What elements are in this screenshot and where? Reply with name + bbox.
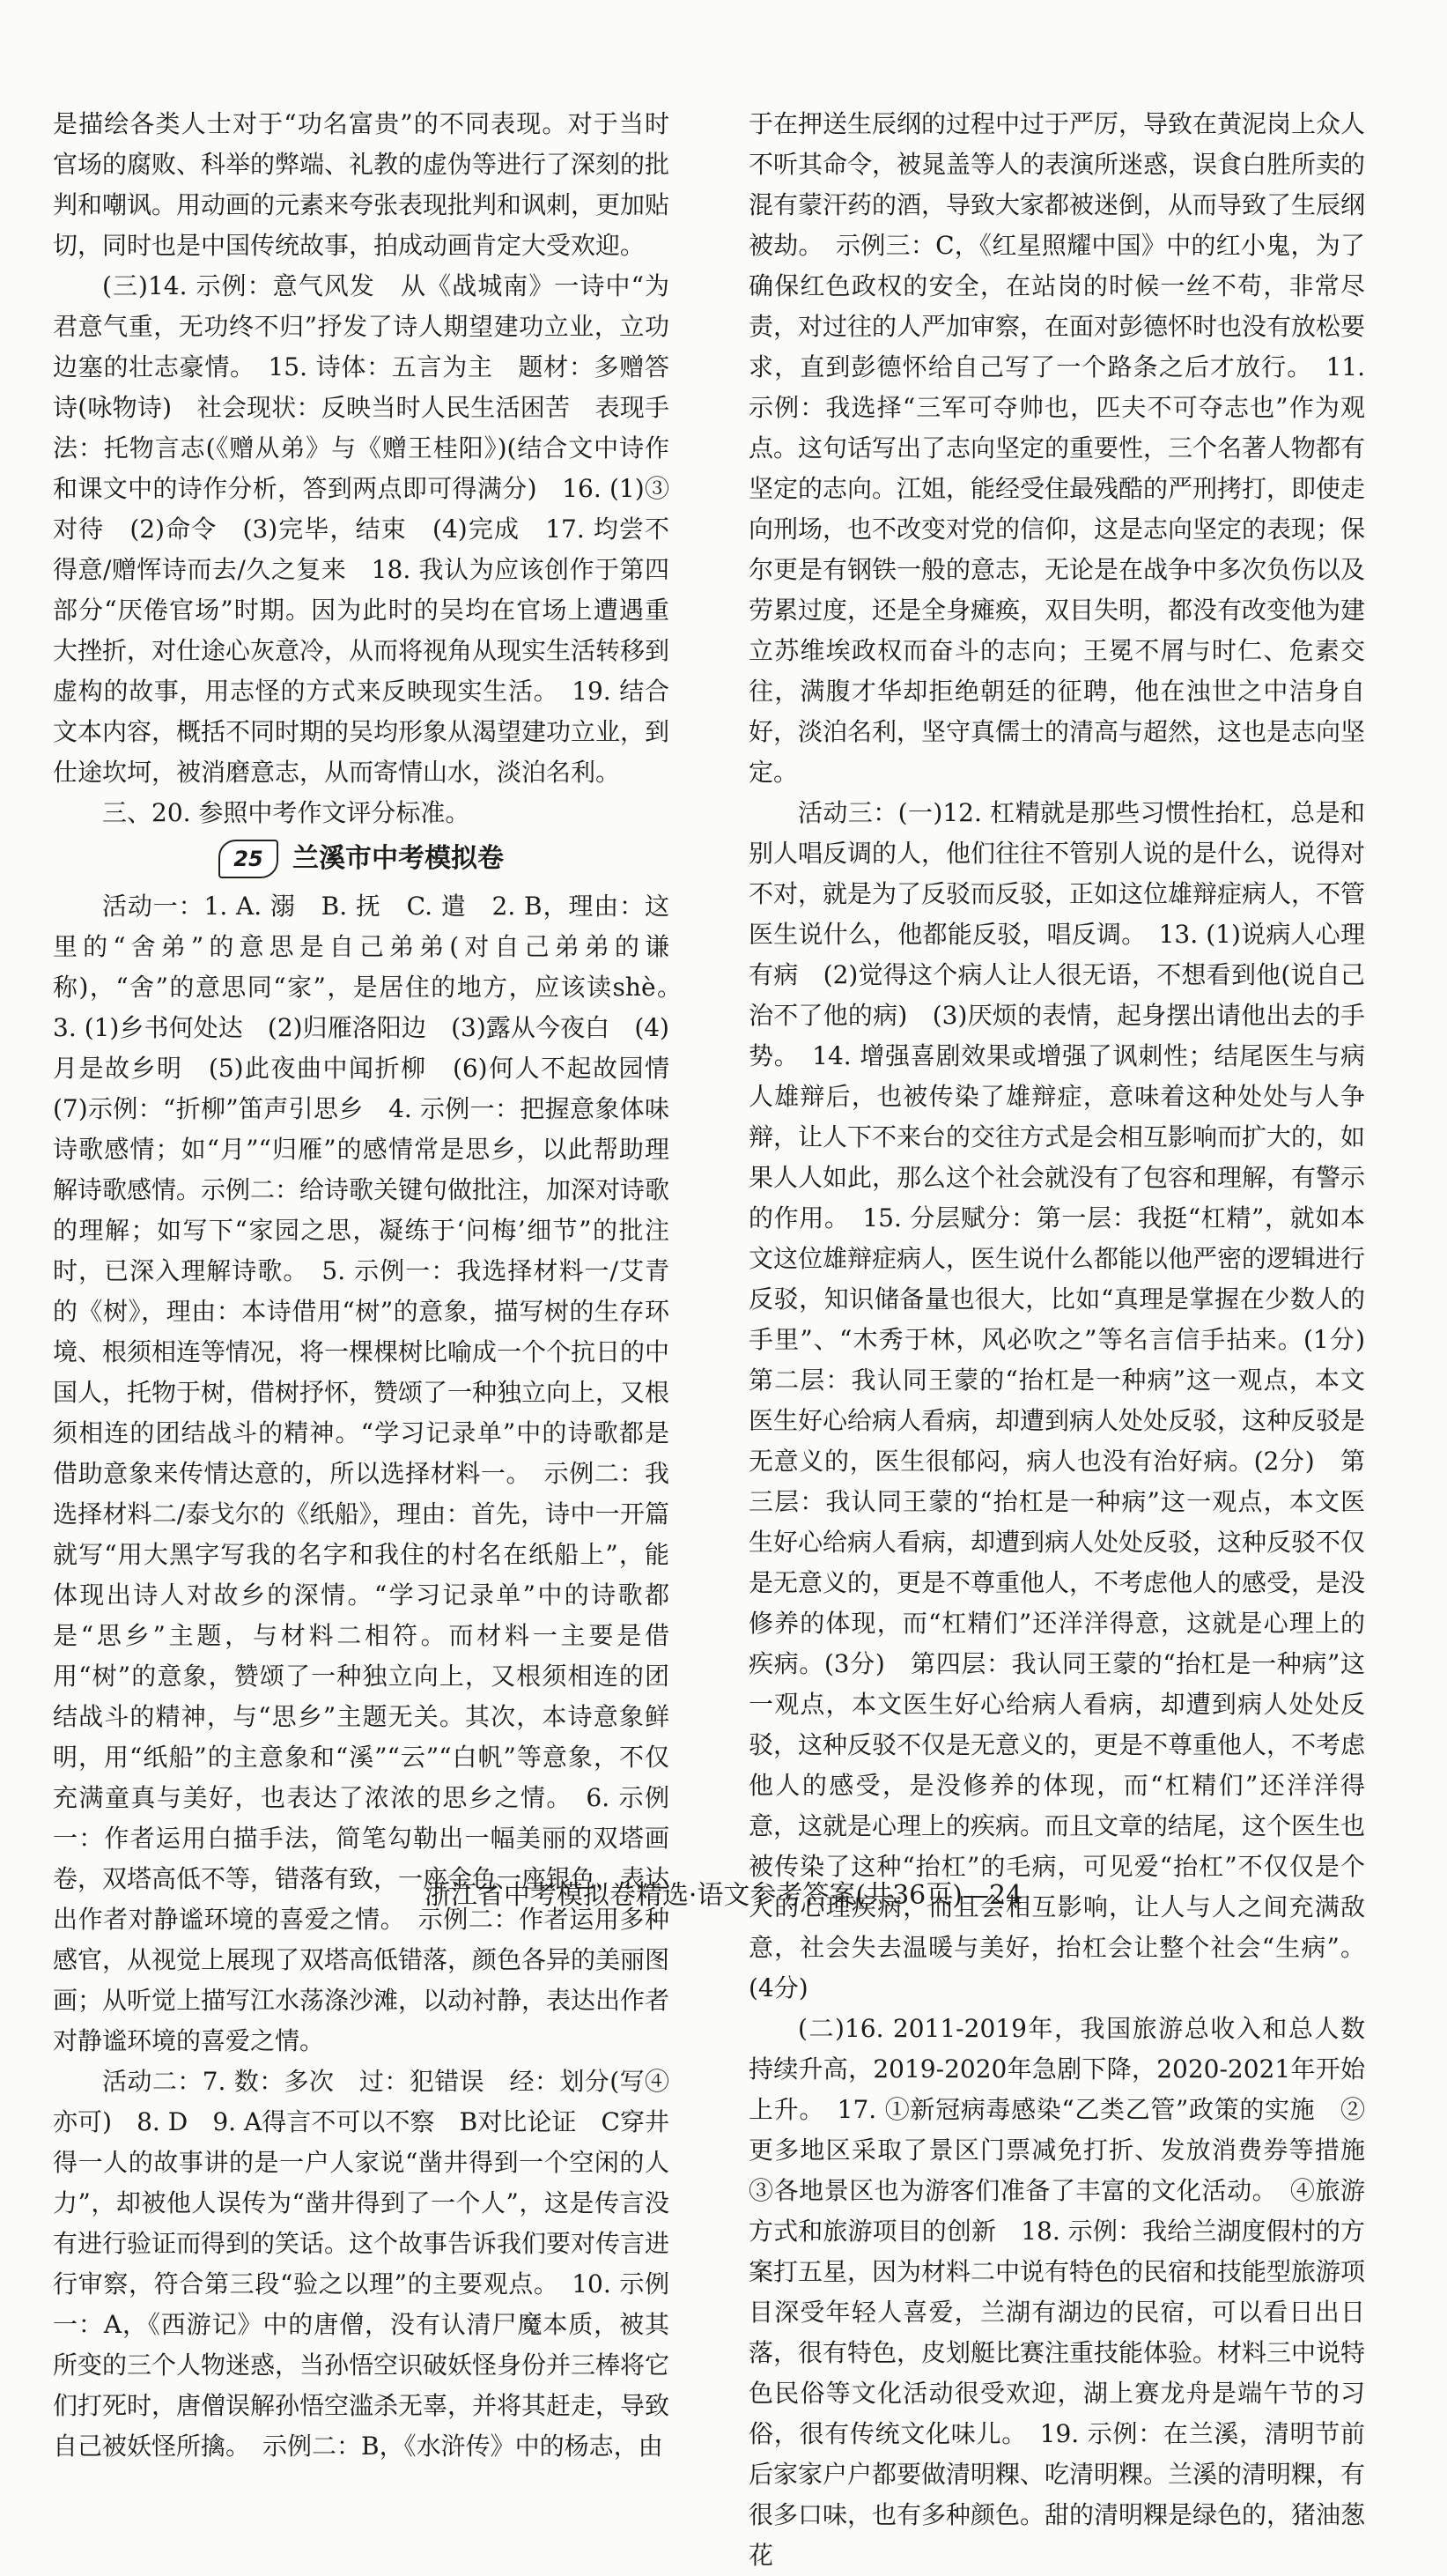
paragraph: 活动二：7. 数：多次 过：犯错误 经：划分(写④亦可) 8. D 9. A得言不可以不察 B对比论证 C穿井得一人的故事讲的是一户人家说“凿井得到一个空闲的人力”，却被他人误传为“凿井得到了一个人”，这是传言没有进行验证而得到的笑话。这个故事告诉我们要对传言进行审察，符合第三段“验之以理”的主要观点。 10. 示例一：A，《西游记》中的唐僧，没有认清尸魔本质，被其所变的三个人物迷惑，当孙悟空识破妖怪身份并三棒将它们打死时，唐僧误解孙悟空滥杀无辜，并将其赶走，导致自己被妖怪所擒。 示例二：B，《水浒传》中的杨志，由: [53, 2067, 670, 2461]
book-badge-icon: 25: [218, 840, 278, 878]
paragraph: 活动三：(一)12. 杠精就是那些习惯性抬杠，总是和别人唱反调的人，他们往往不管别人说的是什么，说得对不对，就是为了反驳而反驳，正如这位雄辩症病人，不管医生说什么，他都能反驳，唱反调。 13. (1)说病人心理有病 (2)觉得这个病人让人很无语，不想看到他(说自己治不了他的病) (3)厌烦的表情，起身摆出请他出去的手势。 14. 增强喜剧效果或增强了讽刺性；结尾医生与病人雄辩后，也被传染了雄辩症，意味着这种处处与人争辩，让人下不来台的交往方式是会相互影响而扩大的，如果人人如此，那么这个社会就没有了包容和理解，有警示的作用。 15. 分层赋分：第一层：我挺“杠精”，就如本文这位雄辩症病人，医生说什么都能以他严密的逻辑进行反驳，知识储备量也很大，比如“真理是掌握在少数人的手里”、“木秀于林，风必吹之”等名言信手拈来。(1分) 第二层：我认同王蒙的“抬杠是一种病”这一观点，本文医生好心给病人看病，却遭到病人处处反驳，这种反驳是无意义的，医生很郁闷，病人也没有治好病。(2分) 第三层：我认同王蒙的“抬杠是一种病”这一观点，本文医生好心给病人看病，却遭到病人处处反驳，这种反驳不仅是无意义的，更是不尊重他人，不考虑他人的感受，是没修养的体现，而“杠精们”还洋洋得意，这就是心理上的疾病。(3分) 第四层：我认同王蒙的“抬杠是一种病”这一观点，本文医生好心给病人看病，却遭到病人处处反驳，这种反驳不仅是无意义的，更是不尊重他人，不考虑他人的感受，是没修养的体现，而“杠精们”还洋洋得意，这就是心理上的疾病。而且文章的结尾，这个医生也被传染了这种“抬杠”的毛病，可见爱“抬杠”不仅仅是个人的心理疾病，而且会相互影响，让人与人之间充满敌意，社会失去温暖与美好，抬杠会让整个社会“生病”。(4分): [749, 798, 1391, 2002]
paragraph: 活动一：1. A. 溺 B. 抚 C. 遣 2. B，理由：这里的“舍弟”的意思是自己弟弟(对自己弟弟的谦称)，“舍”的意思同“家”，是居住的地方，应该读shè。 3. (1)乡书何处达 (2)归雁洛阳边 (3)露从今夜白 (4)月是故乡明 (5)此夜曲中闻折柳 (6)何人不起故园情 (7)示例：“折柳”笛声引思乡 4. 示例一：把握意象体味诗歌感情；如“月”“归雁”的感情常是思乡，以此帮助理解诗歌感情。示例二：给诗歌关键句做批注，加深对诗歌的理解；如写下“家园之思，凝练于‘问梅’细节”的批注时，已深入理解诗歌。 5. 示例一：我选择材料一/艾青的《树》，理由：本诗借用“树”的意象，描写树的生存环境、根须相连等情况，将一棵棵树比喻成一个个抗日的中国人，托物于树，借树抒怀，赞颂了一种独立向上，又根须相连的团结战斗的精神。“学习记录单”中的诗歌都是借助意象来传情达意的，所以选择材料一。 示例二：我选择材料二/泰戈尔的《纸船》，理由：首先，诗中一开篇就写“用大黑字写我的名字和我住的村名在纸船上”，能体现出诗人对故乡的深情。“学习记录单”中的诗歌都是“思乡”主题，与材料二相符。而材料一主要是借用“树”的意象，赞颂了一种独立向上，又根须相连的团结战斗的精神，与“思乡”主题无关。其次，本诗意象鲜明，用“纸船”的主意象和“溪”“云”“白帆”等意象，不仅充满童真与美好，也表达了浓浓的思乡之情。 6. 示例一：作者运用白描手法，简笔勾勒出一幅美丽的双塔画卷，双塔高低不等，错落有致，一座金色一座银色，表达出作者对静谧环境的喜爱之情。 示例二：作者运用多种感官，从视觉上展现了双塔高低错落，颜色各异的美丽图画；从听觉上描写江水荡涤沙滩，以动衬静，表达出作者对静谧环境的喜爱之情。: [53, 892, 695, 2055]
page-footer: 浙江省中考模拟卷精选·语文参考答案(共36页)—24: [424, 1880, 1023, 1911]
paragraph: (三)14. 示例：意气风发 从《战城南》一诗中“为君意气重，无功终不归”抒发了诗人期望建功立业，立功边塞的壮志豪情。 15. 诗体：五言为主 题材：多赠答诗(咏物诗) 社会现状：反映当时人民生活困苦 表现手法：托物言志(《赠从弟》与《赠王桂阳》)(结合文中诗作和课文中的诗作分析，答到两点即可得满分) 16. (1)③对待 (2)命令 (3)完毕，结束 (4)完成 17. 均尝不得意/赠恽诗而去/久之复来 18. 我认为应该创作于第四部分“厌倦官场”时期。因为此时的吴均在官场上遭遇重大挫折，对仕途心灰意冷，从而将视角从现实生活转移到虚构的故事，用志怪的方式来反映现实生活。 19. 结合文本内容，概括不同时期的吴均形象从渴望建功立业，到仕途坎坷，被消磨意志，从而寄情山水，淡泊名利。: [53, 271, 670, 787]
right-column: [749, 104, 1391, 2570]
paragraph: 是描绘各类人士对于“功名富贵”的不同表现。对于当时官场的腐败、科举的弊端、礼教的虚伪等进行了深刻的批判和嘲讽。用动画的元素来夸张表现批判和讽刺，更加贴切，同时也是中国传统故事，拍成动画肯定大受欢迎。: [53, 109, 670, 260]
paragraph: 于在押送生辰纲的过程中过于严厉，导致在黄泥岗上众人不听其命令，被晁盖等人的表演所迷惑，误食白胜所卖的混有蒙汗药的酒，导致大家都被迷倒，从而导致了生辰纲被劫。 示例三：C，《红星照耀中国》中的红小鬼，为了确保红色政权的安全，在站岗的时候一丝不苟，非常尽责，对过往的人严加审察，在面对彭德怀时也没有放松要求，直到彭德怀给自己写了一个路条之后才放行。 11. 示例：我选择“三军可夺帅也，匹夫不可夺志也”作为观点。这句话写出了志向坚定的重要性，三个名著人物都有坚定的志向。江姐，能经受住最残酷的严刑拷打，即使走向刑场，也不改变对党的信仰，这是志向坚定的表现；保尔更是有钢铁一般的意志，无论是在战争中多次负伤以及劳累过度，还是全身瘫痪，双目失明，都没有改变他为建立苏维埃政权而奋斗的志向；王冕不屑与时仁、危素交往，满腹才华却拒绝朝廷的征聘，他在浊世之中洁身自好，淡泊名利，坚守真儒士的清高与超然，这也是志向坚定。: [749, 109, 1366, 787]
paragraph: 三、20. 参照中考作文评分标准。: [102, 798, 470, 827]
exam-section-header: [53, 837, 669, 881]
exam-title: 兰溪市中考模拟卷: [292, 843, 504, 874]
paragraph: (二)16. 2011-2019年，我国旅游总收入和总人数持续升高，2019-2020年急剧下降，2020-2021年开始上升。 17. ①新冠病毒感染“乙类乙管”政策的实施 ②更多地区采取了景区门票减免打折、发放消费券等措施 ③各地景区也为游客们准备了丰富的文化活动。 ④旅游方式和旅游项目的创新 18. 示例：我给兰湖度假村的方案打五星，因为材料二中说有特色的民宿和技能型旅游项目深受年轻人喜爱，兰湖有湖边的民宿，可以看日出日落，很有特色，皮划艇比赛注重技能体验。材料三中说特色民俗等文化活动很受欢迎，湖上赛龙舟是端午节的习俗，很有传统文化味儿。 19. 示例：在兰溪，清明节前后家家户户都要做清明粿、吃清明粿。兰溪的清明粿，有很多口味，也有多种颜色。甜的清明粿是绿色的，猪油葱花: [749, 2014, 1391, 2570]
left-column: [53, 104, 695, 2461]
